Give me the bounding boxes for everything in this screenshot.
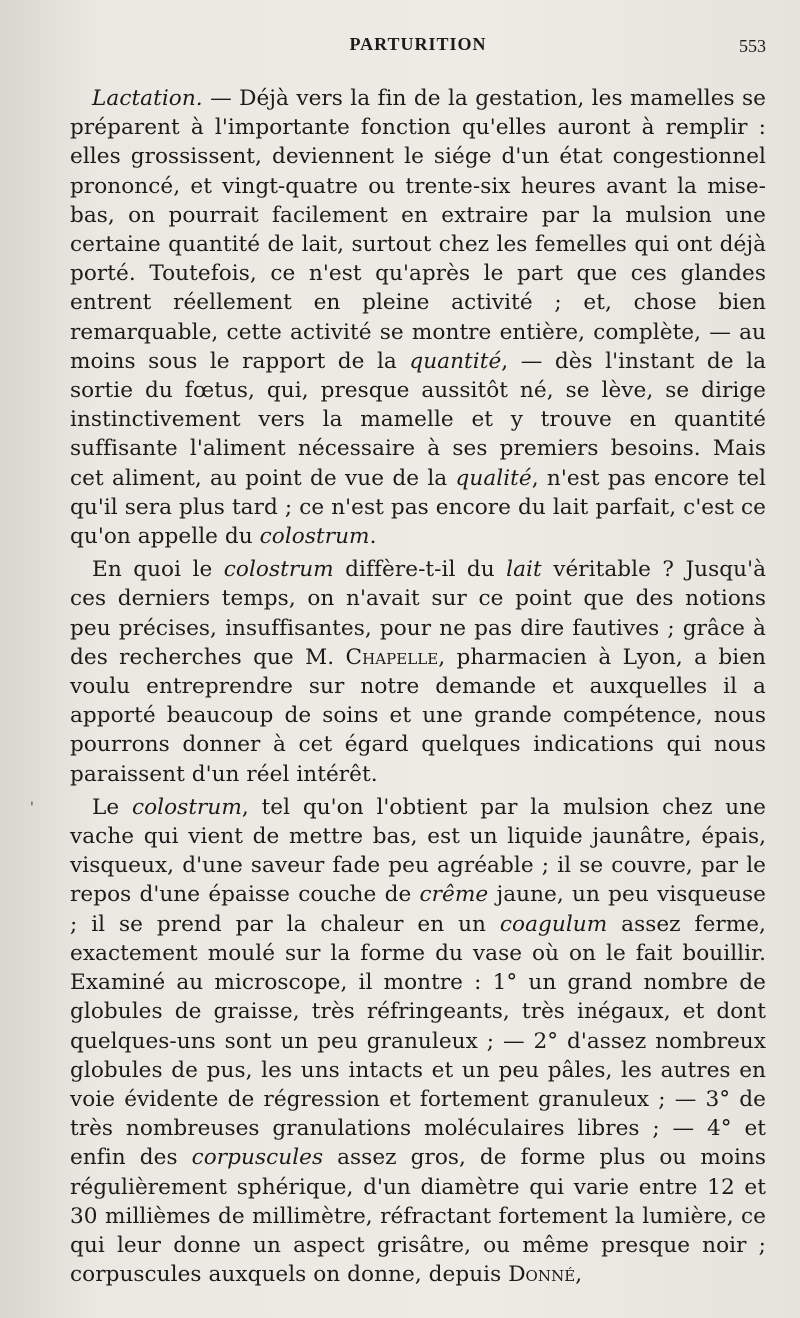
- italic-term: coagulum: [499, 911, 608, 937]
- page-header: [70, 26, 766, 62]
- italic-term: crême: [419, 882, 489, 908]
- section-lead: Lactation.: [92, 86, 203, 111]
- text-run: Le: [92, 794, 132, 820]
- text-run: .: [369, 524, 377, 550]
- margin-mark: ': [30, 800, 34, 816]
- text-run: , tel qu'on l'obtient par la mulsion chez une vache qui vient de mettre bas, est un liquide jaunâtre, épais, visqueux, d'une saveur fade peu agréable ; il se couvre, par le repos d'une épaisse couche de: [70, 794, 766, 908]
- italic-term: colostrum: [223, 557, 334, 583]
- paragraph-colostrum-description: [70, 793, 766, 1289]
- text-run: , — dès l'instant de la sortie du fœtus, qui, presque aussitôt né, se lève, se dirige instinctivement vers la mamelle et y trouve en quantité suffisante l'aliment nécessaire à ses premiers besoins. Mais cet aliment, au point de vue de la: [70, 348, 766, 491]
- paragraph-colostrum-question: [70, 555, 766, 789]
- text-run: , pharmacien à Lyon, a bien voulu entreprendre sur notre demande et auxquelles il a apporté beaucoup de soins et une grande compétence, nous pourrons donner à cet égard quelques indications qui nous paraissent d'un réel intérêt.: [70, 644, 767, 787]
- text-run: assez gros, de forme plus ou moins régulièrement sphérique, d'un diamètre qui varie entre 12 et 30 millièmes de millimètre, réfractant fortement la lumière, ce qui leur donne un aspect grisâtre, ou même presque noir ; corpuscules auxquels on donne, depuis: [70, 1145, 766, 1288]
- author-name: Chapelle: [345, 644, 439, 670]
- text-run: , n'est pas encore tel qu'il sera plus tard ; ce n'est pas encore du lait parfait, c'est ce qu'on appelle du: [70, 465, 766, 550]
- text-run: jaune, un peu visqueuse ; il se prend par la chaleur en un: [70, 882, 766, 937]
- text-run: diffère-t-il du: [333, 557, 507, 583]
- running-title: PARTURITION: [349, 34, 487, 54]
- paragraph-lactation: [70, 84, 766, 551]
- page-number: 553: [739, 36, 766, 56]
- italic-term: quantité: [409, 348, 502, 374]
- italic-term: qualité: [455, 465, 532, 491]
- text-run: ,: [575, 1262, 583, 1288]
- body-text: [70, 84, 766, 1289]
- italic-term: colostrum: [131, 794, 242, 820]
- author-name: Donné: [508, 1262, 576, 1288]
- text-run: véritable ? Jusqu'à ces derniers temps, on n'avait sur ce point que des notions peu précises, insuffisantes, pour ne pas dire fautives ; grâce à des recherches que M.: [70, 557, 766, 670]
- text-run: — Déjà vers la fin de la gestation, les mamelles se préparent à l'importante fonction qu'elles auront à remplir : elles grossissent, deviennent le siége d'un état congestionnel prononcé, et vingt-quatre ou trente-six heures avant la mise-bas, on pourrait facilement en extraire par la mulsion une certaine quantité de lait, surtout chez les femelles qui ont déjà porté. Toutefois, ce n'est qu'après le part que ces glandes entrent réellement en pleine activité ; et, chose bien remarquable, cette activité se montre entière, complète, — au moins sous le rapport de la: [70, 86, 766, 374]
- text-run: assez ferme, exactement moulé sur la forme du vase où on le fait bouillir. Examiné au microscope, il montre : 1° un grand nombre de globules de graisse, très réfringeants, très inégaux, et dont quelques-uns sont un peu granuleux ; — 2° d'assez nombreux globules de pus, les uns intacts et un peu pâles, les autres en voie évidente de régression et fortement granuleux ; — 3° de très nombreuses granulations moléculaires libres ; — 4° et enfin des: [70, 911, 766, 1171]
- italic-term: lait: [506, 557, 542, 583]
- italic-term: corpuscules: [191, 1145, 324, 1171]
- italic-term: colostrum: [259, 524, 370, 550]
- text-run: En quoi le: [92, 557, 224, 583]
